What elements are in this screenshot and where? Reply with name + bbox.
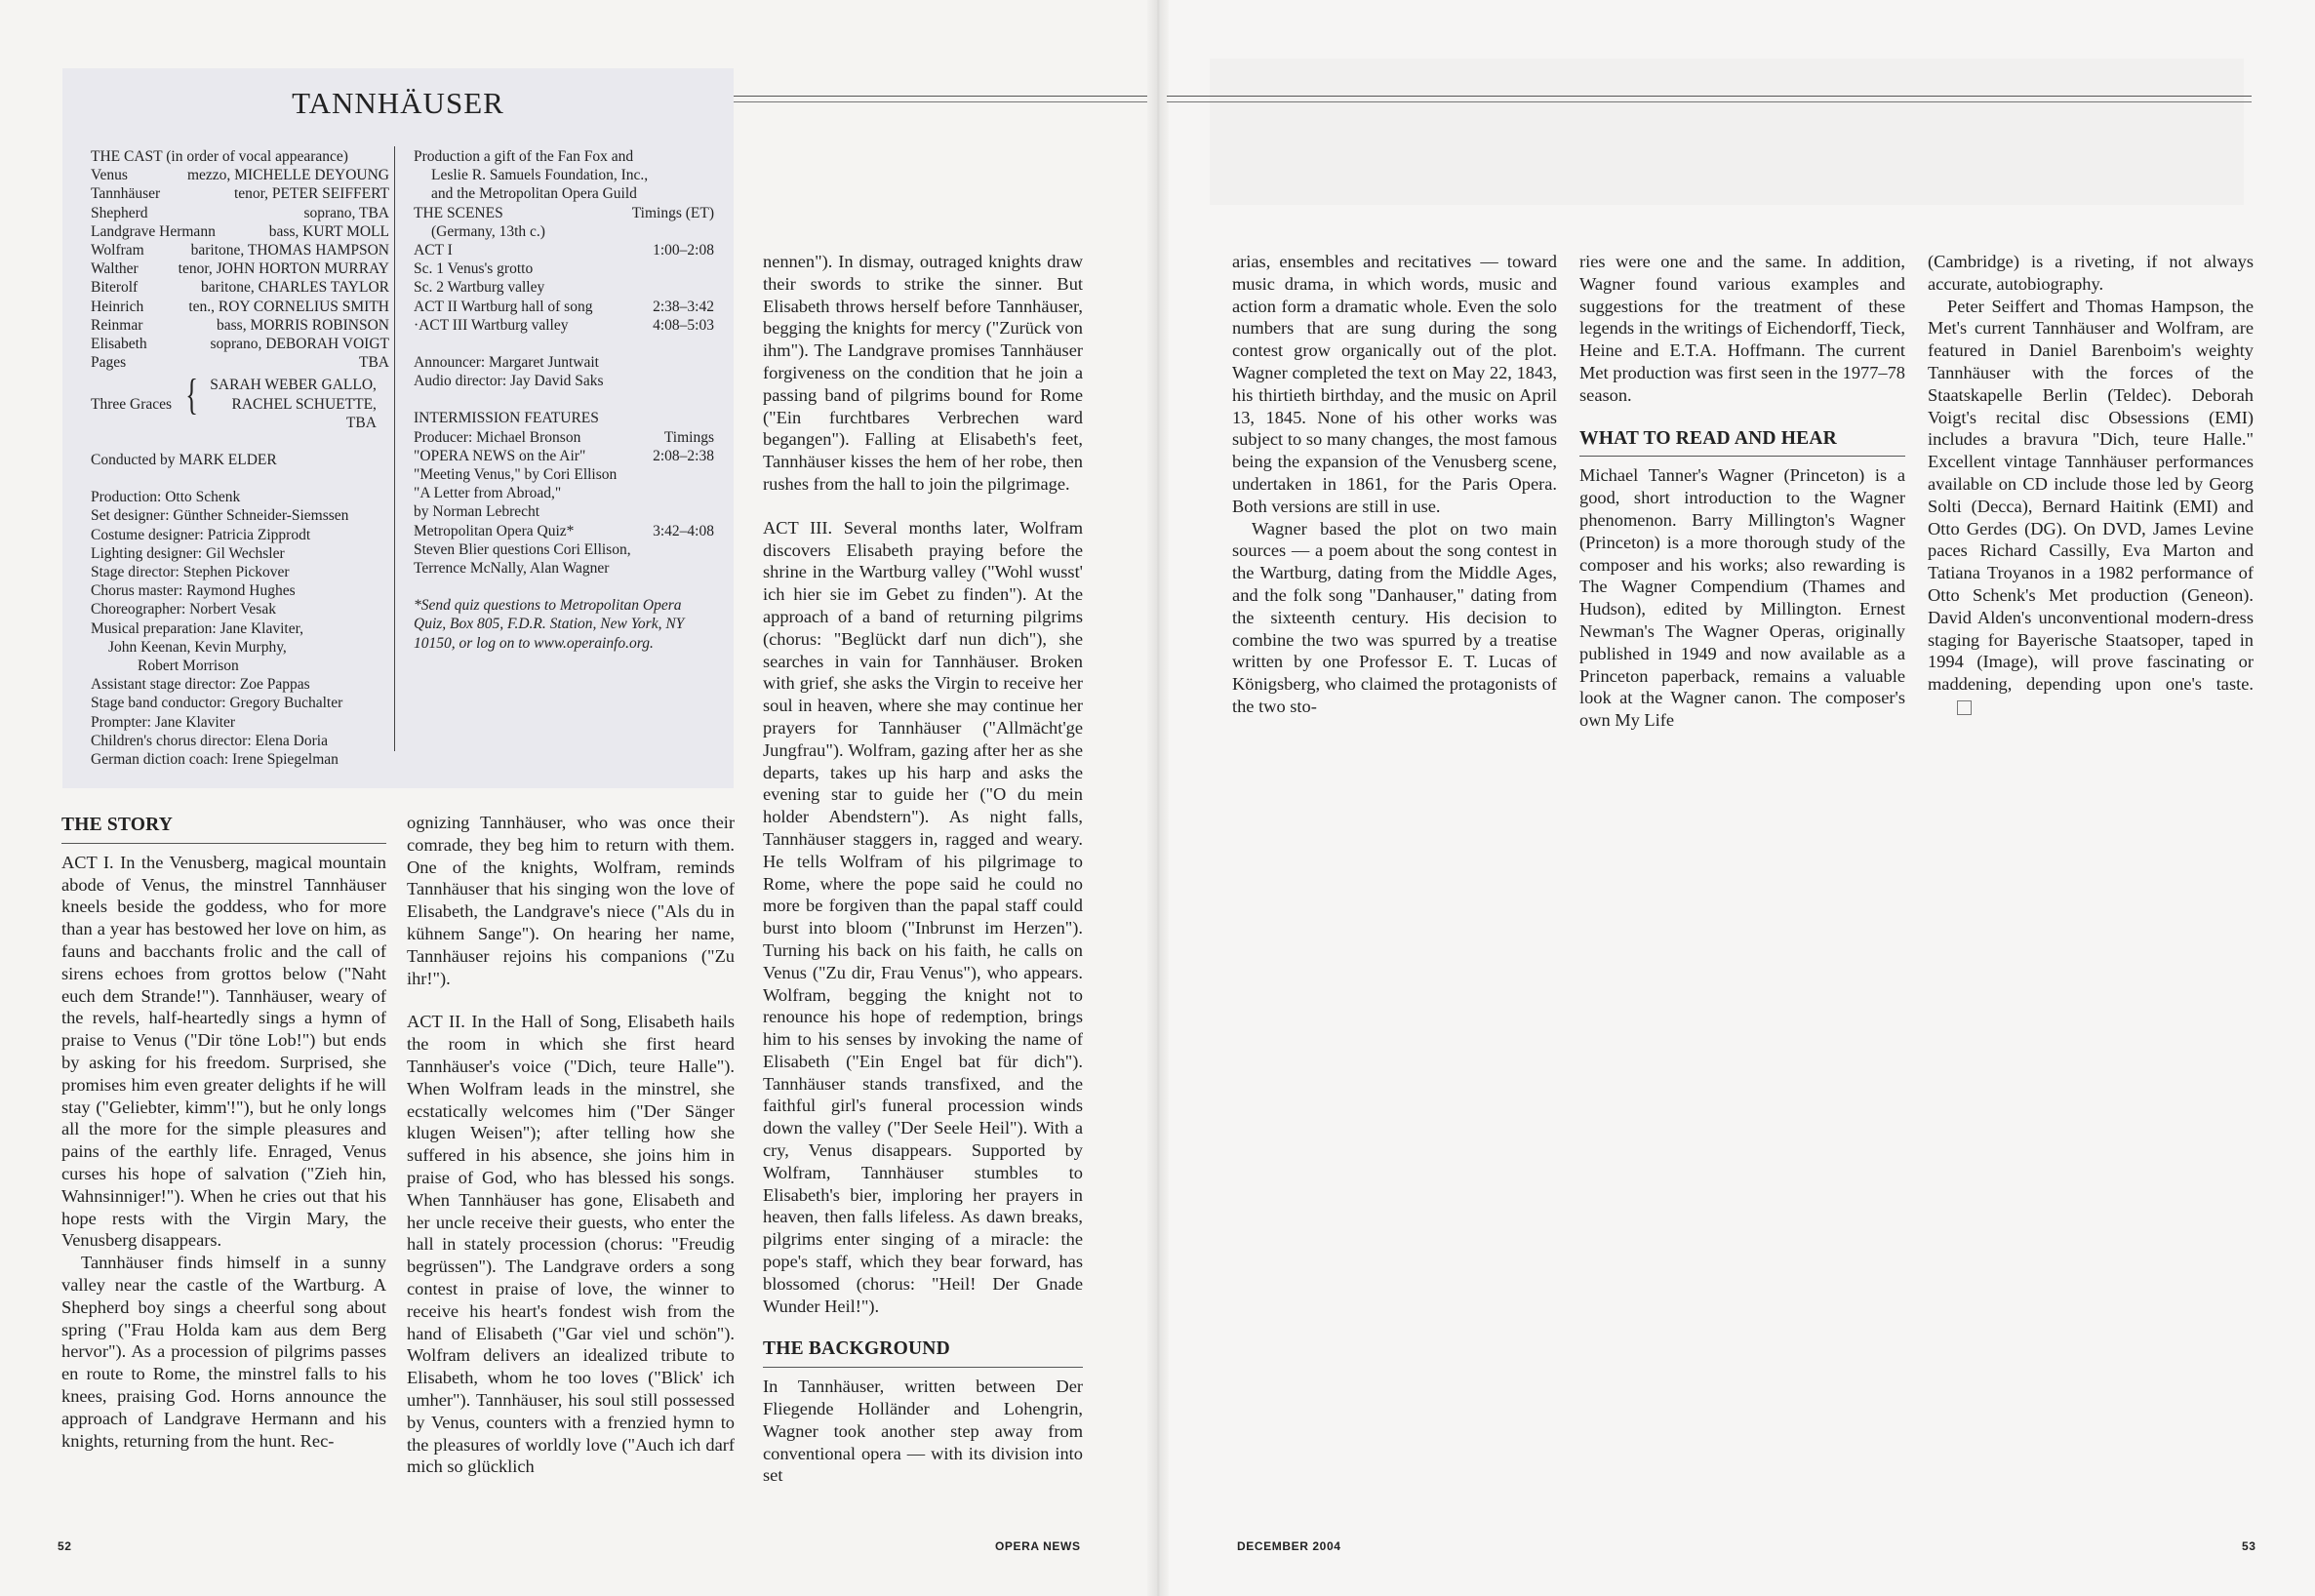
scene-name: Sc. 1 Venus's grotto [414,260,534,278]
grace-name: SARAH WEBER GALLO, [210,377,377,394]
cast-role: Reinmar [91,316,143,334]
cast-role: Biterolf [91,279,139,297]
cast-role-row [91,259,389,278]
background-paragraph: Wagner based the plot on two main sources — a poem about the song contest in the Wartburg, dating from the Middle Ages, and the folk song "Danhauser," dating from the sixteenth century. His decision to combine the two was spurred by a treatise written by one Professor E. T. Lucas of Königsberg, who claimed the protagonists of the two sto- [1232,518,1557,716]
magazine-name: OPERA NEWS [995,1539,1081,1553]
read-hear-paragraph: Michael Tanner's Wagner (Princeton) is a good, short introduction to the Wagner phenomenon. Barry Millington's Wagner (Princeton) is a more thorough study of the composer and his works; also rewarding is The Wagner Compendium (Thames and Hudson), edited by Millington. Ernest Newman's The Wagner Operas, originally published in 1949 and now available as a Princeton paperback, remains a valuable look at the Wagner canon. The composer's own My Life [1579,465,1905,731]
intermission-item-row [414,522,714,540]
cast-singer: TBA [359,354,389,372]
intermission-item-row [414,484,714,502]
production-credit: Prompter: Jane Klaviter [91,713,236,731]
cast-singer: tenor, JOHN HORTON MURRAY [178,260,389,278]
story-paragraph: ACT I. In the Venusberg, magical mountain abode of Venus, the minstrel Tannhäuser kneels beside the goddess, who for more than a year has bestowed her love on him, as fauns and bacchants frolic and the call of sirens echoes from grottos below ("Naht euch dem Strande!"). Tannhäuser, weary of the revels, half-heartedly sings a hymn of praise to Venus ("Dir töne Lob!") but ends by asking for his freedom. Surprised, she promises him even greater delights if he will stay ("Geliebter, kimm'!"), but he only longs all the more for the simple pleasures and pains of the earthly life. Enraged, Venus curses his hope of salvation ("Zieh hin, Wahnsinniger!"). When he cries out that his hope rests with the Virgin Mary, the Venusberg disappears. [61,852,386,1251]
cast-role: Venus [91,167,128,184]
production-credit: Children's chorus director: Elena Doria [91,732,328,749]
intermission-item-row [414,559,714,578]
recordings-paragraph: (Cambridge) is a riveting, if not always accurate, autobiography. [1928,252,2254,294]
story-heading: THE STORY [61,815,386,844]
cast-singer: soprano, DEBORAH VOIGT [210,336,389,353]
cast-role: Heinrich [91,298,144,315]
intermission-timing: 3:42–4:08 [653,522,714,539]
recordings-paragraph: Peter Seiffert and Thomas Hampson, the Met's current Tannhäuser and Wolfram, are featured in Daniel Barenboim's weighty Tannhäuser with the forces of the Staatskapelle Berlin (Teldec). Deborah Voigt's recital disc Obsessions (EMI) includes a bravura "Dich, teure Halle." Excellent vintage Tannhäuser performances available on CD include those led by Georg Solti (Decca), Bernard Haitink (EMI) and Otto Gerdes (DG). On DVD, James Levine paces Richard Cassilly, Eva Marton and Tatiana Troyanos in a 1982 performance of Otto Schenk's Met production (Geneon). David Alden's unconventional modern-dress staging for Bayerische Staatsoper, taped in 1994 (Image), will prove fascinating or maddening, depending upon one's taste. [1928,296,2254,718]
scene-timing: 4:08–5:03 [653,316,714,334]
cast-singer: tenor, PETER SEIFFERT [233,185,389,203]
production-credit: Production: Otto Schenk [91,489,241,506]
story-paragraph: ACT III. Several months later, Wolfram discovers Elisabeth praying before the shrine in the Wartburg valley ("Wohl wusst' ich hier sie im Gebet zu finden"). At the approach of a band of returning pilgrims (chorus: "Beglückt darf nun dich"), she searches in vain for Tannhäuser. Broken with grief, she asks the Virgin to receive her soul in heaven, where she may continue her prayers for Tannhäuser ("Allmächt'ge Jungfrau"). Wolfram, gazing after her as she departs, takes up his harp and asks the evening star to guide her ("O du mein holder Abendstern"). As night falls, Tannhäuser staggers in, ragged and weary. He tells Wolfram of his pilgrimage to Rome, where the pope said he could no more be forgiven than the papal staff could burst into bloom ("Inbrunst im Herzen"). Turning his back on his faith, he calls on Venus ("Zu dir, Frau Venus"), who appears. Wolfram, begging the knight not to renounce his hope of redemption, brings him to his senses by invoking the name of Elisabeth ("Ein Engel bat für dich"). Tannhäuser stands transfixed, and the faithful girl's funeral procession winds down the valley ("Der Seele Heil"). With a cry, Venus disappears. Supported by Wolfram, Tannhäuser stumbles to Elisabeth's bier, imploring her prayers in heaven, then falls lifeless. As dawn breaks, pilgrims enter singing of a miracle: the pope's staff, which they bear forward, has blossomed (chorus: "Heil! Der Gnade Wunder Heil!"). [763,517,1083,1316]
intermission-item-row [414,540,714,559]
cast-singer: bass, MORRIS ROBINSON [217,316,389,334]
cast-role: Landgrave Hermann [91,222,216,240]
opera-title: TANNHÄUSER [292,86,504,120]
production-credit: Assistant stage director: Zoe Pappas [91,676,310,694]
scene-name-row [414,298,714,316]
intermission-item: Metropolitan Opera Quiz* [414,522,575,539]
spine-gutter [1147,0,1169,1596]
quiz-note: *Send quiz questions to Metropolitan Opera Quiz, Box 805, F.D.R. Station, New York, NY 10150, or log on to www.operainfo.org. [414,597,685,652]
recordings-column [1928,251,2254,718]
page-folio-right: 53 [2242,1539,2256,1553]
announcer-credit: Announcer: Margaret Juntwait [414,354,599,372]
scene-name-row [414,241,714,259]
scene-name-row [414,316,714,335]
cast-role: THE CAST (in order of vocal appearance) [91,148,348,165]
page-folio-left: 52 [58,1539,72,1553]
cast-singer: baritone, CHARLES TAYLOR [201,279,389,297]
cast-role-row [91,147,389,166]
cast-role-row [91,166,389,184]
cast-role-row [91,204,389,222]
production-credit: Set designer: Günther Schneider-Siemssen [91,507,349,525]
cast-singer: baritone, THOMAS HAMPSON [190,242,389,259]
background-paragraph: ries were one and the same. In addition, Wagner found various examples and suggestions for the treatment of these legends in the writings of Eichendorff, Tieck, Heine and E.T.A. Hoffmann. The current Met production was first seen in the 1977–78 season. [1579,252,1905,405]
intermission-timing: 2:08–2:38 [653,447,714,464]
scene-name-row [414,278,714,297]
scene-name: Sc. 2 Wartburg valley [414,279,545,297]
scene-name: ACT II Wartburg hall of song [414,298,593,315]
scene-name: ACT I [414,242,453,259]
scene-name: ·ACT III Wartburg valley [414,316,569,334]
story-paragraph: Tannhäuser finds himself in a sunny valley near the castle of the Wartburg. A Shepherd boy sings a cheerful song about spring ("Frau Holda kam aus dem Berg hervor"). As a procession of pilgrims passes en route to Rome, the minstrel falls to his knees, praising God. Horns announce the approach of Landgrave Hermann and his knights, returning from the hunt. Rec- [61,1253,386,1451]
intermission-timing: Timings [663,428,714,446]
cast-role: Walther [91,260,139,278]
production-credits [91,488,389,769]
column-divider [394,146,395,751]
intermission-item: "Meeting Venus," by Cori Ellison [414,466,618,484]
intermission-item: Producer: Michael Bronson [414,428,581,446]
header-rule [734,96,1147,102]
intermission-item-row [414,502,714,521]
cast-list [91,147,389,769]
intermission-item: "A Letter from Abroad," [414,485,562,502]
intermission-item: Steven Blier questions Cori Ellison, [414,540,631,558]
audio-director-credit: Audio director: Jay David Saks [414,373,604,390]
intermission-item-row [414,447,714,465]
cast-role-row [91,353,389,372]
production-credit: Lighting designer: Gil Wechsler [91,544,285,562]
production-credit: John Keenan, Kevin Murphy, [108,638,287,656]
cast-role-row [91,316,389,335]
cast-role: Elisabeth [91,336,147,353]
intermission-item-row [414,465,714,484]
cast-singer: soprano, TBA [303,204,389,221]
scene-timing: 2:38–3:42 [653,298,714,315]
brace-glyph: { [185,371,198,419]
story-paragraph: nennen"). In dismay, outraged knights draw their swords to strike the sinner. But Elisabeth throws herself before Tannhäuser, begging the knights for mercy ("Zurück von ihm"). The Landgrave promises Tannhäuser forgiveness on the condition that he join a passing band of pilgrims bound for Rome ("Ein furchtbares Verbrechen ward begangen"). Falling at Elisabeth's feet, Tannhäuser kisses the hem of her robe, then rushes from the hall to join the pilgrimage. [763,252,1083,494]
broadcast-info [414,147,714,653]
cast-singer: bass, KURT MOLL [268,222,389,240]
background-paragraph: arias, ensembles and recitatives — toward music drama, in which words, music and action form a dramatic whole. Even the solo numbers that are sung during the song contest grow organically out of the plot. Wagner completed the text on May 22, 1843, his thirtieth birthday, and the music on April 13, 1845. None of his other works was subject to so many changes, the most famous being the expansion of the Venusberg scene, undertaken in 1861, for the Paris Opera. Both versions are still in use. [1232,252,1557,516]
grace-name: TBA [345,414,377,431]
cast-role: Wolfram [91,242,144,259]
scene-timing: 1:00–2:08 [653,242,714,259]
cast-role-row [91,335,389,353]
background-heading: THE BACKGROUND [763,1338,1083,1368]
cast-role-row [91,241,389,259]
cast-role: Pages [91,354,127,372]
intermission-heading: INTERMISSION FEATURES [414,410,599,427]
story-column-2 [407,812,735,1478]
scene-name-row [414,259,714,278]
scenes-place: (Germany, 13th c.) [431,222,545,240]
cast-role-row [91,222,389,241]
gift-line: Leslie R. Samuels Foundation, Inc., [431,167,649,184]
story-paragraph: ognizing Tannhäuser, who was once their comrade, they beg him to return with them. One of the knights, Wolfram, reminds Tannhäuser that his singing won the love of Elisabeth, the Landgrave's niece ("Als du in kühnem Sange"). On hearing her name, Tannhäuser rejoins his companions ("Zu ihr!"). [407,813,735,988]
production-credit: Costume designer: Patricia Zipprodt [91,526,311,543]
gift-line: and the Metropolitan Opera Guild [431,185,637,203]
production-credit: German diction coach: Irene Spiegelman [91,751,339,769]
gift-line: Production a gift of the Fan Fox and [414,148,634,165]
right-page [1157,0,2315,1596]
production-credit: Choreographer: Norbert Vesak [91,601,276,618]
end-of-article-mark [1957,700,1972,715]
header-rule [1167,96,2252,102]
cast-role-row [91,278,389,297]
scenes-heading: THE SCENES [414,204,503,221]
cast-role-row [91,184,389,203]
background-column-2 [1579,251,1905,732]
intermission-item: "OPERA NEWS on the Air" [414,447,586,464]
graces-label: Three Graces [91,396,173,414]
story-paragraph: ACT II. In the Hall of Song, Elisabeth hails the room in which she first heard Tannhäuser's voice ("Dich, teure Halle"). When Wolfram leads in the minstrel, she ecstatically welcomes him ("Der Sänger klugen Weisen"); after telling how she suffered in his absence, she joins him in praise of God, who has blessed his songs. When Tannhäuser has gone, Elisabeth and her uncle receive their guests, who enter the hall in stately procession (chorus: "Freudig begrüssen"). The Landgrave orders a song contest in praise of love, the winner to receive his heart's fondest wish from the hand of Elisabeth ("Gar viel und schön"). Wolfram delivers an idealized tribute to Elisabeth, whom he too loves ("Blick' ich umher"). Tannhäuser, his soul still possessed by Venus, counters with a frenzied hymn to the pleasures of worldly love ("Auch ich darf mich so glücklich [407,1012,735,1477]
cast-role: Tannhäuser [91,185,161,203]
conductor-credit: Conducted by MARK ELDER [91,452,277,469]
story-column-1 [61,815,386,1452]
cast-singer: ten., ROY CORNELIUS SMITH [188,298,389,315]
cast-singer: mezzo, MICHELLE DEYOUNG [186,167,389,184]
production-credit: Stage director: Stephen Pickover [91,564,290,581]
background-column-1 [1232,251,1557,718]
timings-label: Timings (ET) [631,204,714,221]
intermission-item: Terrence McNally, Alan Wagner [414,560,610,578]
read-hear-heading: WHAT TO READ AND HEAR [1579,428,1905,458]
intermission-item: by Norman Lebrecht [414,503,540,521]
production-credit: Robert Morrison [138,658,239,675]
faint-ghost-header [1210,59,2244,205]
issue-date: DECEMBER 2004 [1237,1539,1341,1553]
production-credit: Musical preparation: Jane Klaviter, [91,619,304,637]
grace-name: RACHEL SCHUETTE, [231,395,377,413]
cast-role: Shepherd [91,204,148,221]
intermission-item-row [414,428,714,447]
production-credit: Chorus master: Raymond Hughes [91,582,296,600]
story-column-3 [763,251,1083,1487]
cast-role-row [91,298,389,316]
production-credit: Stage band conductor: Gregory Buchalter [91,695,343,712]
background-paragraph: In Tannhäuser, written between Der Fliegende Holländer and Lohengrin, Wagner took another step away from conventional opera — with its division into set [763,1377,1083,1486]
